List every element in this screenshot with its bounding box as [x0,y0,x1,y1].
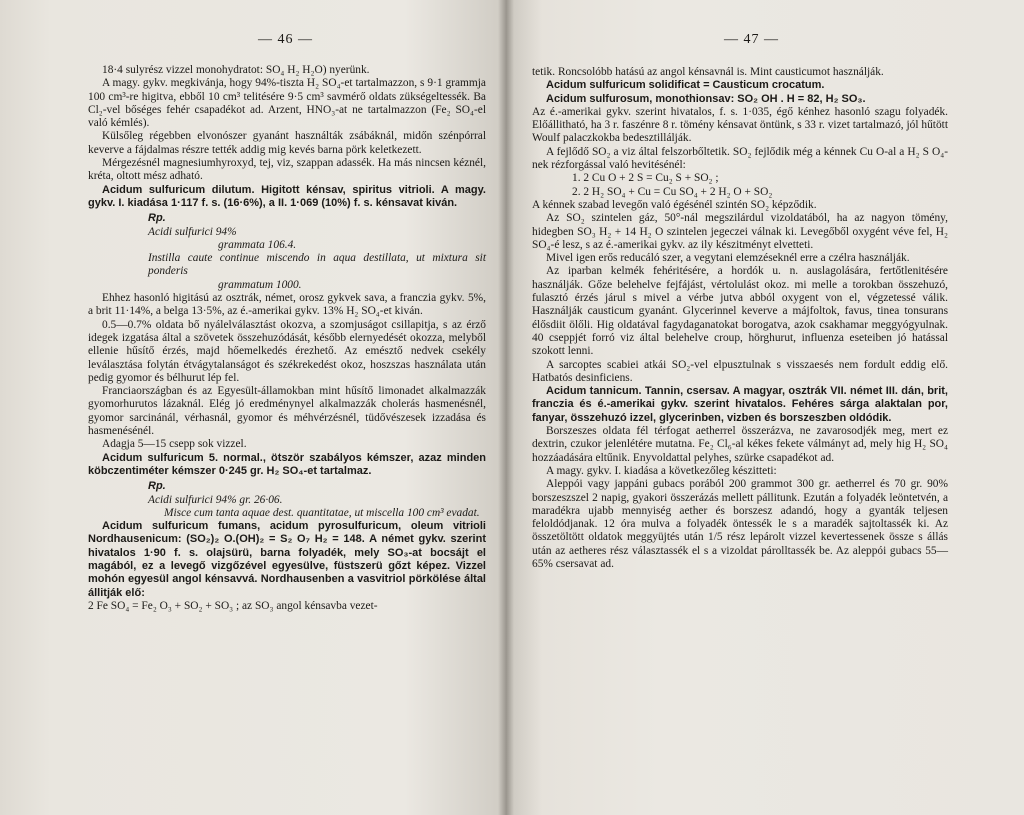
page-left [0,0,506,815]
paragraph: A kénnek szabad levegőn való égésénél szintén SO₂ képződik. [532,198,817,211]
paragraph: Az é.-amerikai gykv. szerint hivatalos, f. s. 1·035, égő kénhez hasonló szagu folyadék. Előállitható, ha 3 r. faszénre 8 r. tömény kénsavat öntünk, s 33 r. vizet tartalmazó, jól hűtött Woulf palaczkokba bedesztillálják. [532,105,948,145]
page-number-right: — 47 — [724,32,779,47]
recipe-line: grammata 106.4. [218,238,297,251]
equation: 2. 2 H₂ SO₄ + Cu = Cu SO₄ + 2 H₂ O + SO₂ [572,185,773,198]
section-heading: Acidum sulfurosum, monothionsav: SO₂ OH . H = 82, H₂ SO₃. [546,92,866,105]
section-heading: Acidum sulfuricum fumans, acidum pyrosulfuricum, oleum vitrioli Nordhausenicum: (SO₂)₂ O.(OH)₂ = S₂ O₇ H₂ = 148. A német gykv. szerint hivatalos 1·90 f. s. olajsürü, barna folyadék, mely SO₃-at bocsájt el magából, ez a levegő vizgőzével egyesülve, füstszerü gőzt képez. Vizzel mohón egyesül angol kénsavvá. Nordhausenben a vasvitriol pörkölése által állitják elő: [88,520,486,599]
section-heading: Acidum sulfuricum 5. normal., ötször szabályos kémszer, azaz minden köbczentiméter kémszer 0·245 gr. H₂ SO₄-et tartalmaz. [88,451,486,477]
recipe-mark: Rp. [148,480,166,493]
paragraph: Mérgezésnél magnesiumhyroxyd, tej, viz, szappan adassék. Ha más nincsen kéznél, kréta, oltott mész adható. [88,157,486,183]
paragraph: Borszeszes oldata fél térfogat aetherrel összerázva, ne zavarosodjék meg, mert ez dextrin, czukor jelenlétére mutatna. Fe₂ Cl₆-al kékes fekete válmányt ad, mely hig H₂ SO₄ hozzáadására eltűnik. Enyvoldattal pelyhes, szürke csapadékot ad. [532,425,948,464]
paragraph: A magy. gykv. megkivánja, hogy 94%-tiszta H₂ SO₄-et tartalmazzon, s 9·1 grammja 100 cm³-re higitva, ebből 10 cm³ telitésére 9·5 cm³ savmérő oldats zükségeltessék. Ba Cl₂-vel bőséges fehér csapadékot ad. Arzent, HNO₃-at ne tartalmazzon (Fe₂ SO₄-el való kémlés). [88,77,486,130]
paragraph: Franciaországban és az Egyesült-államokban mint hűsítő limonadet alkalmazzák gyomorhurutos lázaknál. Elég jó eredménynyel alkalmazzák cholerás hasmenésnél, gyomor sarcinánál, vérhasnál, gyomor és méhvérzésnél, tüdővészesek izzadása és hasmenésénél. [88,385,486,438]
paragraph: A sarcoptes scabiei atkái SO₂-vel elpusztulnak s visszaesés nem fordult eddig elő. Hatbatós desinficiens. [532,358,948,384]
paragraph: Mivel igen erős reducáló szer, a vegytani elemzéseknél erre a czélra használják. [546,252,910,265]
recipe-line: grammatum 1000. [218,278,302,291]
section-heading: Acidum tannicum. Tannin, csersav. A magyar, osztrák VII. német III. dán, brit, franczia és é.-amerikai gykv. szerint hivatalos. Fehéres sárga alaktalan por, fanyar, összehuzó izzel, glycerinben, vizben és borszeszben oldódik. [532,385,948,424]
section-heading: Acidum sulfuricum dilutum. Higitott kénsav, spiritus vitrioli. A magy. gykv. I. kiadása 1·117 f. s. (16·6%), a II. 1·069 (10%) f. s. kénsavat kiván. [88,183,486,209]
recipe-line: Instilla caute continue miscendo in aqua destillata, ut mixtura sit ponderis [148,252,486,278]
text-column-right [532,66,948,571]
book-gutter [498,0,514,815]
paragraph: Aleppói vagy jappáni gubacs porából 200 grammot 300 gr. aetherrel és 70 gr. 90% borszeszszel 2 napig, gyakori összerázás mellett pállitunk. Ezután a folyadék leöntetvén, a maradékra ujabb mennyiség aether és borszesz adandó, hogy a gyanták teljesen feloldódjanak. 12 óra mulva a folyadék öntessék le s a maradék sajtoltassék ki. Az összetöltött oldatok meggyüjtés után 1/5 rész lepárolt vizzel kevertessenek össze s állás után az aetheres rész választassék el s a vizoldat párolltassék be. Az aleppói gubacs 55—65% csersavat ad. [532,478,948,570]
paragraph: Adagja 5—15 csepp sok vizzel. [102,438,247,451]
paragraph: Ehhez hasonló higitású az osztrák, német, orosz gykvek sava, a franczia gykv. 5%, a brit 11·14%, a belga 13·5%, az é.-amerikai gykv. 13% H₂ SO₄-et kiván. [88,292,486,318]
paragraph: tetik. Roncsolóbb hatású az angol kénsavnál is. Mint causticumot használják. [532,66,884,78]
paragraph: 0.5—0.7% oldata bő nyálelválasztást okozva, a szomjuságot csillapitja, s az érző idegek izgatása által a szövetek összehuzódását, később elernyedését okozza, melyből ellenie hűsítő érzés, majd hőemelkedés érezhető. Az emésztő nedvek csekély leválasztása folytán étvágytalanságot és székrekedést okoz, hoszszas használata után pedig gyomor és bélhurut lép fel. [88,318,486,384]
recipe-line: Acidi sulfurici 94% [148,225,237,238]
text-column-left [88,64,486,613]
paragraph: Az SO₂ szintelen gáz, 50°-nál megszilárdul vizoldatából, ha az nagyon tömény, hidegben SO₃ H₂ + 14 H₂ O szintelen jegeczei válnak ki. Levegőből oxygént véve fel, H₂ SO₄-é lesz, s az é.-amerikai gykv. az ily készitményt elvetteti. [532,212,948,251]
page-number-left: — 46 — [258,32,313,47]
recipe-mark: Rp. [148,212,166,225]
recipe-line: Misce cum tanta aquae dest. quantitatae, ut miscella 100 cm³ evadat. [164,506,480,519]
recipe-line: Acidi sulfurici 94% gr. 26·06. [148,493,283,506]
paragraph: A fejlődő SO₂ a viz által felszorbőltetik. SO₂ fejlődik még a kénnek Cu O-al a H₂ S O₄-nek rézforgással való hevitésénél: [532,145,948,172]
section-heading: Acidum sulfuricum solidificat = Causticum crocatum. [546,79,825,92]
paragraph: Az iparban kelmék fehéritésére, a hordók u. n. auslagolására, fertőtlenitésére használják. Gőze belehelve fejfájást, vértolulást okoz. mi melle a torokban összehuzó, fulasztó érzés járul s mivel a vérbe jutva abból oxygent von el, végzetessé válik. Használják causticum gyanánt. Glycerinnel keverve a májfoltok, favus, tinea tonsurans élősdiit ölőli. Hig oldatával fagydaganatokat borogatva, azok csakhamar meggyógyulnak. 40 cseppjét forró viz által belehelve croup, hörghurut, influenza eseteiben jó hatással szokott lenni. [532,265,948,358]
paragraph: 2 Fe SO₄ = Fe₂ O₃ + SO₂ + SO₃ ; az SO₃ angol kénsavba vezet- [88,599,378,612]
page-right [506,0,1024,815]
paragraph: Külsőleg régebben elvonószer gyanánt használták zsábáknál, midőn szénpórral keverve a fájdalmas részre tették addig mig kevés barna pörk keletkezett. [88,130,486,156]
paragraph: A magy. gykv. I. kiadása a következőleg készitteti: [546,464,777,477]
equation: 1. 2 Cu O + 2 S = Cu₂ S + SO₂ ; [572,172,719,185]
paragraph: 18·4 sulyrész vizzel monohydratot: SO₄ H₂ H₂O) nyerünk. [102,64,370,76]
